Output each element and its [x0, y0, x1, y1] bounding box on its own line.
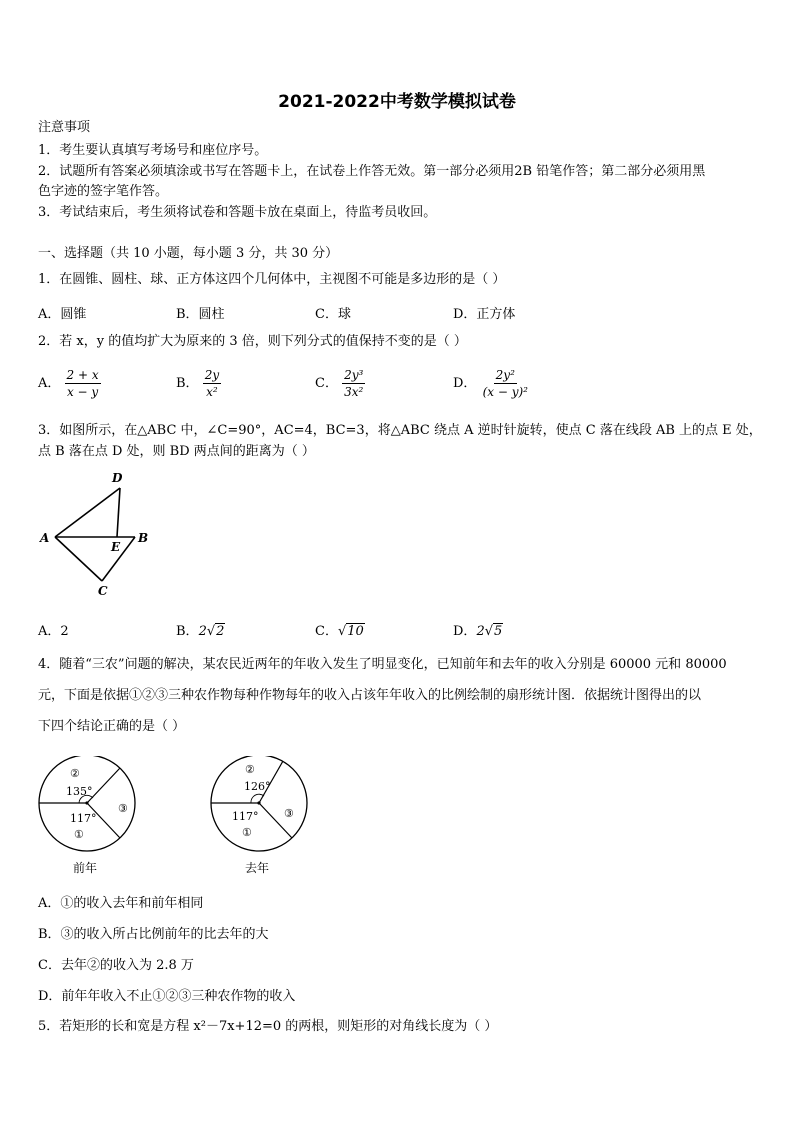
q2-option-d: D． $\frac{\text{2y²}}{\text{(x − y)²}}$ — [453, 368, 528, 399]
fraction: $\frac{\text{2y²}}{\text{(x − y)²}}$ — [482, 368, 528, 399]
q3-option-b: B．2√2 — [176, 624, 225, 639]
question-1-stem: 1．在圆锥、圆柱、球、正方体这四个几何体中，主视图不可能是多边形的是（ ） — [38, 272, 506, 287]
question-3-stem: 点 B 落在点 D 处，则 BD 两点间的距离为（ ） — [38, 444, 315, 459]
chart-caption: 去年 — [245, 861, 270, 875]
pie-label-3: ③ — [284, 807, 294, 820]
q2-option-b: B． $\frac{2y}{\text{x²}}$ — [176, 368, 220, 399]
triangle-figure — [30, 466, 170, 601]
q4-option-d: D．前年年收入不止①②③三种农作物的收入 — [38, 989, 296, 1004]
q4-option-c: C．去年②的收入为 2.8 万 — [38, 958, 194, 973]
angle-label: 117° — [70, 812, 97, 825]
pie-label-1: ① — [242, 826, 252, 839]
point-label-e: E — [111, 540, 121, 554]
pie-label-2: ② — [70, 767, 80, 780]
notice-item: 色字迹的签字笔作答。 — [38, 184, 169, 199]
question-3-stem: 3．如图所示，在△ABC 中，∠C=90°，AC=4，BC=3，将△ABC 绕点 A 逆时针旋转，使点 C 落在线段 AB 上的点 E 处， — [38, 423, 762, 438]
notice-item: 1．考生要认真填写考场号和座位序号。 — [38, 143, 268, 158]
q1-option-a: A．圆锥 — [38, 307, 87, 322]
fraction: $\frac{2 + x}{x - y}$ — [66, 368, 99, 399]
q3-option-d: D．2√5 — [453, 624, 503, 639]
point-label-b: B — [138, 531, 149, 545]
notice-heading: 注意事项 — [38, 120, 91, 135]
q2-option-c: C． $\frac{\text{2y³}}{\text{3x²}}$ — [315, 368, 364, 399]
notice-item: 3．考试结束后，考生须将试卷和答题卡放在桌面上，待监考员收回。 — [38, 205, 437, 220]
pie-chart-previous-year — [36, 756, 140, 880]
fraction: $\frac{\text{2y³}}{\text{3x²}}$ — [344, 368, 364, 399]
chart-caption: 前年 — [73, 861, 98, 875]
point-label-a: A — [40, 531, 50, 545]
question-4-stem: 元，下面是依据①②③三种农作物每种作物每年的收入占该年年收入的比例绘制的扇形统计图．依据统计图得出的以 — [38, 688, 702, 703]
segment-de — [117, 488, 120, 537]
pie-label-2: ② — [245, 763, 255, 776]
point-label-d: D — [112, 471, 123, 485]
question-4-stem: 下四个结论正确的是（ ） — [38, 719, 186, 734]
fraction: $\frac{2y}{\text{x²}}$ — [204, 368, 220, 399]
angle-label: 126° — [244, 780, 271, 793]
q3-option-c: C．√10 — [315, 624, 364, 639]
pie-chart-last-year — [208, 756, 312, 880]
q4-option-b: B．③的收入所占比例前年的比去年的大 — [38, 927, 269, 942]
question-2-stem: 2．若 x，y 的值均扩大为原来的 3 倍，则下列分式的值保持不变的是（ ） — [38, 334, 467, 349]
notice-item: 2．试题所有答案必须填涂或书写在答题卡上，在试卷上作答无效。第一部分必须用2B 铅笔作答；第二部分必须用黑 — [38, 164, 706, 179]
q3-option-a: A．2 — [38, 624, 69, 639]
section-heading: 一、选择题（共 10 小题，每小题 3 分，共 30 分） — [38, 246, 339, 261]
segment-ad — [55, 488, 120, 537]
angle-label: 117° — [232, 810, 259, 823]
point-label-c: C — [98, 584, 108, 598]
q4-option-a: A．①的收入去年和前年相同 — [38, 896, 204, 911]
q1-option-d: D．正方体 — [453, 307, 516, 322]
question-5-stem: 5．若矩形的长和宽是方程 x²－7x+12=0 的两根，则矩形的对角线长度为（ ） — [38, 1019, 498, 1034]
q2-option-a: A． $\frac{2 + x}{x - y}$ — [38, 368, 99, 399]
q1-option-b: B．圆柱 — [176, 307, 225, 322]
pie-label-1: ① — [74, 828, 84, 841]
angle-label: 135° — [66, 785, 93, 798]
q1-option-c: C．球 — [315, 307, 351, 322]
question-4-stem: 4．随着“三农”问题的解决，某农民近两年的年收入发生了明显变化，已知前年和去年的收入分别是 60000 元和 80000 — [38, 657, 727, 672]
segment-ac — [55, 537, 102, 581]
page-title: 2021-2022中考数学模拟试卷 — [278, 92, 516, 112]
pie-label-3: ③ — [118, 802, 128, 815]
